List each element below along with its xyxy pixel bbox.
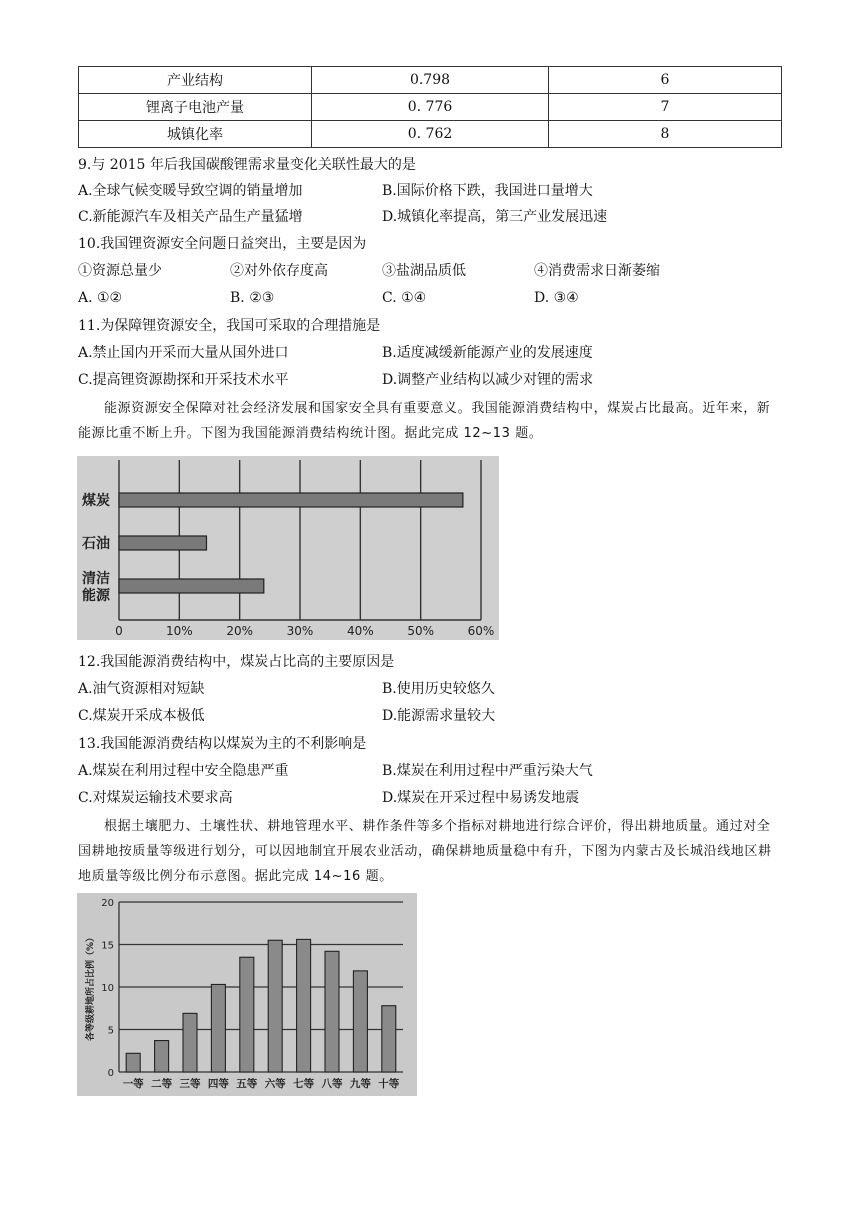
table-cell: 0.798 xyxy=(312,67,549,94)
y-tick-label: 15 xyxy=(101,940,114,952)
q10-item-2: ②对外依存度高 xyxy=(230,263,328,279)
q10-option-d: D. ③④ xyxy=(534,290,579,306)
x-category-label: 二等 xyxy=(151,1078,173,1090)
category-label: 煤炭 xyxy=(82,493,110,509)
bar-清洁能源 xyxy=(119,579,264,593)
bar-九等 xyxy=(353,971,367,1072)
farmland-quality-chart xyxy=(77,893,417,1096)
q12-option-a: A.油气资源相对短缺 xyxy=(78,681,205,697)
x-category-label: 四等 xyxy=(207,1078,229,1090)
q10-option-a: A. ①② xyxy=(78,290,123,306)
x-tick-label: 30% xyxy=(286,624,314,638)
q13-option-d: D.煤炭在开采过程中易诱发地震 xyxy=(382,790,580,806)
table-cell: 0. 776 xyxy=(312,94,549,121)
bar-八等 xyxy=(325,951,339,1072)
x-category-label: 九等 xyxy=(349,1078,371,1090)
x-category-label: 五等 xyxy=(236,1078,258,1090)
energy-structure-svg xyxy=(77,456,499,640)
q10-item-4: ④消费需求日渐萎缩 xyxy=(534,263,660,279)
table-row xyxy=(79,67,782,94)
x-category-label: 七等 xyxy=(293,1078,315,1090)
x-category-label: 十等 xyxy=(378,1078,400,1090)
q12-stem: 12.我国能源消费结构中，煤炭占比高的主要原因是 xyxy=(78,654,395,670)
q11-option-c: C.提高锂资源勘探和开采技术水平 xyxy=(78,372,289,388)
table-cell: 6 xyxy=(549,67,782,94)
q13-option-a: A.煤炭在利用过程中安全隐患严重 xyxy=(78,763,289,779)
farmland-quality-svg xyxy=(77,893,417,1096)
q9-option-b: B.国际价格下跌，我国进口量增大 xyxy=(382,183,593,199)
x-tick-label: 10% xyxy=(165,624,193,638)
x-tick-label: 20% xyxy=(226,624,254,638)
bar-石油 xyxy=(119,536,206,550)
q11-option-b: B.适度减缓新能源产业的发展速度 xyxy=(382,345,593,361)
q11-option-d: D.调整产业结构以减少对锂的需求 xyxy=(382,372,594,388)
q13-option-c: C.对煤炭运输技术要求高 xyxy=(78,790,233,806)
q12-option-b: B.使用历史较悠久 xyxy=(382,681,495,697)
table-row xyxy=(79,94,782,121)
x-category-label: 三等 xyxy=(179,1078,201,1090)
bar-七等 xyxy=(297,939,311,1072)
x-category-label: 六等 xyxy=(264,1078,286,1090)
table-cell: 锂离子电池产量 xyxy=(79,94,312,121)
y-tick-label: 5 xyxy=(107,1025,114,1037)
bar-十等 xyxy=(382,1006,396,1072)
farmland-intro-paragraph: 根据土壤肥力、土壤性状、耕地管理水平、耕作条件等多个指标对耕地进行综合评价，得出耕地质量。通过对全国耕地按质量等级进行划分，可以因地制宜开展农业活动，确保耕地质量稳中有升，下图为内蒙古及长城沿线地区耕地质量等级比例分布示意图。据此完成 14~16 题。 xyxy=(78,819,772,884)
correlation-table xyxy=(78,66,782,148)
q11-option-a: A.禁止国内开采而大量从国外进口 xyxy=(78,345,289,361)
q13-option-b: B.煤炭在利用过程中严重污染大气 xyxy=(382,763,593,779)
q9-option-d: D.城镇化率提高，第三产业发展迅速 xyxy=(382,209,608,225)
x-tick-label: 50% xyxy=(407,624,435,638)
table-cell: 城镇化率 xyxy=(79,121,312,148)
y-tick-label: 20 xyxy=(101,898,114,909)
bar-三等 xyxy=(183,1013,197,1072)
bar-六等 xyxy=(268,940,282,1072)
q11-stem: 11.为保障锂资源安全，我国可采取的合理措施是 xyxy=(78,318,381,334)
category-label: 能源 xyxy=(82,588,110,604)
x-tick-label: 60% xyxy=(467,624,495,638)
bar-一等 xyxy=(126,1053,140,1072)
y-axis-label: 各等级耕地所占比例（%） xyxy=(86,932,96,1042)
bar-四等 xyxy=(211,984,225,1072)
bar-煤炭 xyxy=(119,493,463,507)
y-tick-label: 10 xyxy=(101,983,114,994)
q9-option-a: A.全球气候变暖导致空调的销量增加 xyxy=(78,183,303,199)
x-tick-label: 0 xyxy=(115,624,123,638)
q12-option-d: D.能源需求量较大 xyxy=(382,708,496,724)
q10-stem: 10.我国锂资源安全问题日益突出，主要是因为 xyxy=(78,236,367,252)
table-cell: 8 xyxy=(549,121,782,148)
category-label: 清洁 xyxy=(82,571,110,587)
q9-stem: 9.与 2015 年后我国碳酸锂需求量变化关联性最大的是 xyxy=(78,157,416,173)
table-cell: 0. 762 xyxy=(312,121,549,148)
bar-五等 xyxy=(240,957,254,1072)
q10-item-3: ③盐湖品质低 xyxy=(382,263,466,279)
q10-option-c: C. ①④ xyxy=(382,290,427,306)
q12-option-c: C.煤炭开采成本极低 xyxy=(78,708,205,724)
x-category-label: 一等 xyxy=(122,1078,144,1090)
table-row xyxy=(79,121,782,148)
q13-stem: 13.我国能源消费结构以煤炭为主的不利影响是 xyxy=(78,736,367,752)
bar-二等 xyxy=(155,1041,169,1072)
table-cell: 产业结构 xyxy=(79,67,312,94)
category-label: 石油 xyxy=(82,536,110,552)
energy-structure-chart xyxy=(77,456,499,640)
table-cell: 7 xyxy=(549,94,782,121)
x-tick-label: 40% xyxy=(346,624,374,638)
q9-option-c: C.新能源汽车及相关产品生产量猛增 xyxy=(78,209,303,225)
q10-option-b: B. ②③ xyxy=(230,290,275,306)
y-tick-label: 0 xyxy=(107,1068,114,1079)
q10-item-1: ①资源总量少 xyxy=(78,263,162,279)
x-category-label: 八等 xyxy=(321,1078,343,1090)
energy-intro-paragraph: 能源资源安全保障对社会经济发展和国家安全具有重要意义。我国能源消费结构中，煤炭占比最高。近年来，新能源比重不断上升。下图为我国能源消费结构统计图。据此完成 12~13 题。 xyxy=(78,401,771,441)
